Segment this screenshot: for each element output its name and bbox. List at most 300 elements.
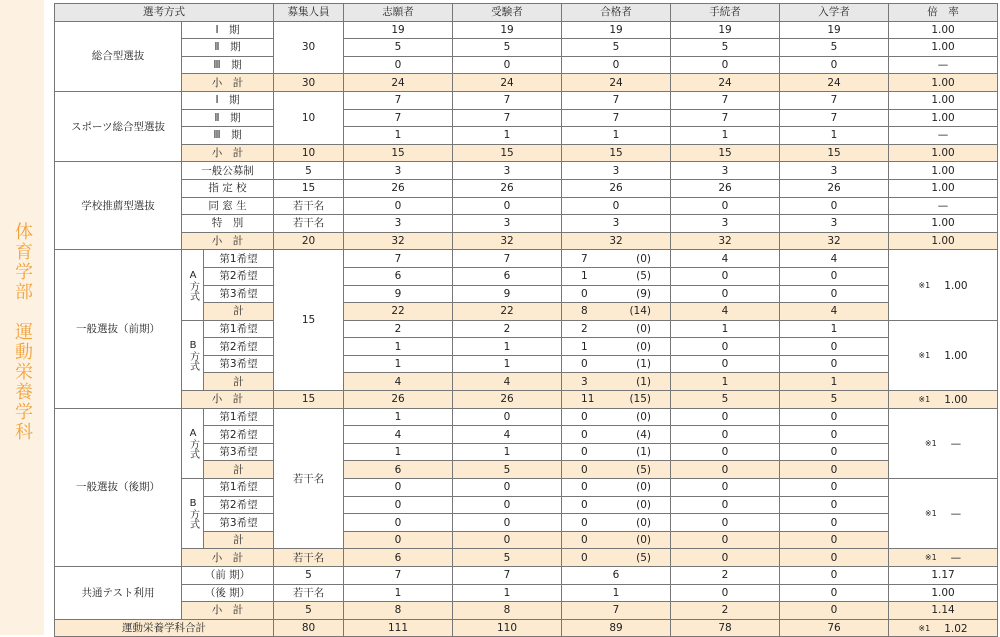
examinees-cell: 26 [453,391,562,409]
passers-cell: 1 [562,127,671,145]
examinees-cell: 5 [453,39,562,57]
ratio-cell: 1.14 [889,602,998,620]
row-label: 第3希望 [204,355,274,373]
capacity-cell: 5 [274,602,344,620]
procedures-cell: 0 [671,426,780,444]
applicants-cell: 0 [344,496,453,514]
applicants-cell: 3 [344,162,453,180]
capacity-cell: 若干名 [274,197,344,215]
applicants-cell: 4 [344,426,453,444]
kei-label: 計 [204,303,274,321]
ratio-cell: 1.00 [889,215,998,233]
ratio-cell: 1.00 [889,162,998,180]
enrolled-cell: 0 [780,338,889,356]
examinees-cell: 0 [453,531,562,549]
capacity-cell: 若干名 [274,408,344,549]
subtotal-row [55,232,998,250]
enrolled-cell: 32 [780,232,889,250]
applicants-cell: 7 [344,91,453,109]
examinees-cell: 0 [453,197,562,215]
passers-cell [562,285,671,303]
table-row [55,320,998,338]
subtotal-label: 小 計 [182,232,274,250]
note-mark: ※1 [918,350,931,360]
category-kyotsu: 共通テスト利用 [55,567,182,620]
ratio-cell: 1.00 [889,109,998,127]
pass-count: 0 [581,287,588,300]
passers-cell [562,373,671,391]
row-label: Ⅰ 期 [182,21,274,39]
examinees-cell: 15 [453,144,562,162]
ratio-value: — [950,437,962,450]
passers-cell: 15 [562,144,671,162]
pass-paren: (0) [636,340,652,353]
note-mark: ※1 [918,623,931,633]
category-ippan-kouki: 一般選抜（後期） [55,408,182,566]
examinees-cell: 0 [453,496,562,514]
examinees-cell: 26 [453,179,562,197]
passers-cell: 6 [562,567,671,585]
method-a-label: A方式 [182,250,204,320]
pass-paren: (14) [629,305,652,318]
row-label: 第3希望 [204,443,274,461]
enrolled-cell: 0 [780,584,889,602]
ratio-value: 1.00 [944,279,968,292]
enrolled-cell: 0 [780,602,889,620]
table-row [55,408,998,426]
pass-paren: (5) [636,463,652,476]
examinees-cell: 3 [453,215,562,233]
procedures-cell: 5 [671,391,780,409]
examinees-cell: 19 [453,21,562,39]
ratio-value: — [950,552,962,565]
passers-cell [562,338,671,356]
enrolled-cell: 0 [780,443,889,461]
ratio-value: 1.00 [944,349,968,362]
subtotal-label: 小 計 [182,144,274,162]
row-label: 第3希望 [204,514,274,532]
pass-count: 0 [581,516,588,529]
applicants-cell: 8 [344,602,453,620]
pass-paren: (0) [636,516,652,529]
ratio-cell: 1.00 [889,584,998,602]
applicants-cell: 7 [344,109,453,127]
department-title: 体育学部 運動栄養学科 [12,222,33,442]
pass-paren: (5) [636,551,652,564]
passers-cell [562,303,671,321]
capacity-cell: 5 [274,567,344,585]
ratio-cell: 1.00 [889,144,998,162]
category-school: 学校推薦型選抜 [55,162,182,250]
passers-cell [562,250,671,268]
applicants-cell: 1 [344,338,453,356]
procedures-cell: 15 [671,144,780,162]
capacity-cell: 80 [274,619,344,637]
applicants-cell: 0 [344,531,453,549]
applicants-cell: 2 [344,320,453,338]
applicants-cell: 1 [344,408,453,426]
enrolled-cell: 0 [780,549,889,567]
procedures-cell: 19 [671,21,780,39]
procedures-cell: 24 [671,74,780,92]
capacity-cell: 10 [274,91,344,144]
subtotal-row [55,602,998,620]
ratio-cell: — [889,56,998,74]
pass-count: 0 [581,551,588,564]
table-row [55,567,998,585]
header-enrolled: 入学者 [780,4,889,22]
enrolled-cell: 0 [780,461,889,479]
passers-cell: 0 [562,197,671,215]
ratio-cell: — [889,197,998,215]
enrolled-cell: 4 [780,250,889,268]
passers-cell [562,320,671,338]
passers-cell [562,443,671,461]
row-label: 一般公募制 [182,162,274,180]
capacity-cell: 15 [274,179,344,197]
passers-cell: 0 [562,56,671,74]
examinees-cell: 6 [453,267,562,285]
subtotal-row [55,144,998,162]
applicants-cell: 3 [344,215,453,233]
passers-cell [562,408,671,426]
procedures-cell: 4 [671,303,780,321]
examinees-cell: 110 [453,619,562,637]
passers-cell [562,355,671,373]
table-row [55,479,998,497]
row-label: Ⅲ 期 [182,127,274,145]
header-row [55,4,998,22]
passers-cell: 3 [562,162,671,180]
table-row [55,215,998,233]
applicants-cell: 6 [344,461,453,479]
header-procedures: 手続者 [671,4,780,22]
enrolled-cell: 1 [780,373,889,391]
row-label: 第2希望 [204,338,274,356]
procedures-cell: 0 [671,285,780,303]
ratio-value: 1.00 [944,393,968,406]
capacity-cell: 15 [274,391,344,409]
pass-count: 11 [581,393,595,406]
row-label: 第2希望 [204,267,274,285]
applicants-cell: 24 [344,74,453,92]
procedures-cell: 0 [671,338,780,356]
passers-cell: 19 [562,21,671,39]
procedures-cell: 0 [671,496,780,514]
subtotal-label: 小 計 [182,391,274,409]
applicants-cell: 22 [344,303,453,321]
applicants-cell: 0 [344,197,453,215]
enrolled-cell: 0 [780,426,889,444]
ratio-cell [889,479,998,549]
enrolled-cell: 76 [780,619,889,637]
pass-paren: (0) [636,498,652,511]
category-sogo: 総合型選抜 [55,21,182,91]
table-row [55,250,998,268]
applicants-cell: 6 [344,267,453,285]
examinees-cell: 22 [453,303,562,321]
table-row [55,56,998,74]
row-label: 第3希望 [204,285,274,303]
procedures-cell: 0 [671,479,780,497]
subtotal-row [55,74,998,92]
table-row [55,179,998,197]
examinees-cell: 5 [453,549,562,567]
subtotal-row [55,391,998,409]
enrolled-cell: 1 [780,127,889,145]
procedures-cell: 1 [671,373,780,391]
applicants-cell: 15 [344,144,453,162]
examinees-cell: 4 [453,426,562,444]
method-b-label: B方式 [182,479,204,549]
procedures-cell: 0 [671,408,780,426]
pass-paren: (1) [636,358,652,371]
passers-cell: 1 [562,584,671,602]
applicants-cell: 0 [344,514,453,532]
applicants-cell: 7 [344,567,453,585]
ratio-value: — [950,508,962,521]
note-mark: ※1 [918,280,931,290]
passers-cell: 3 [562,215,671,233]
pass-count: 1 [581,340,588,353]
passers-cell: 32 [562,232,671,250]
pass-paren: (0) [636,252,652,265]
passers-cell [562,531,671,549]
ratio-cell [889,391,998,409]
header-passers: 合格者 [562,4,671,22]
passers-cell [562,461,671,479]
pass-paren: (9) [636,287,652,300]
pass-count: 0 [581,463,588,476]
ratio-cell [889,619,998,637]
row-label: （後 期） [182,584,274,602]
examinees-cell: 4 [453,373,562,391]
applicants-cell: 9 [344,285,453,303]
pass-count: 7 [581,252,588,265]
passers-cell: 24 [562,74,671,92]
capacity-cell: 15 [274,250,344,391]
kei-label: 計 [204,461,274,479]
applicants-cell: 4 [344,373,453,391]
enrolled-cell: 0 [780,514,889,532]
kei-label: 計 [204,373,274,391]
table-row [55,109,998,127]
enrolled-cell: 19 [780,21,889,39]
subtotal-label: 小 計 [182,549,274,567]
enrolled-cell: 24 [780,74,889,92]
examinees-cell: 8 [453,602,562,620]
applicants-cell: 7 [344,250,453,268]
examinees-cell: 9 [453,285,562,303]
capacity-cell: 30 [274,21,344,74]
applicants-cell: 5 [344,39,453,57]
pass-count: 8 [581,305,588,318]
subtotal-label: 小 計 [182,74,274,92]
passers-cell [562,426,671,444]
procedures-cell: 32 [671,232,780,250]
kei-label: 計 [204,531,274,549]
procedures-cell: 2 [671,567,780,585]
ratio-cell: 1.00 [889,232,998,250]
enrolled-cell: 3 [780,215,889,233]
examinees-cell: 1 [453,355,562,373]
row-label: 特 別 [182,215,274,233]
ratio-cell [889,250,998,320]
passers-cell [562,496,671,514]
grand-total-label: 運動栄養学科合計 [55,619,274,637]
pass-paren: (0) [636,322,652,335]
procedures-cell: 26 [671,179,780,197]
enrolled-cell: 1 [780,320,889,338]
passers-cell [562,549,671,567]
passers-cell: 5 [562,39,671,57]
examinees-cell: 1 [453,584,562,602]
ratio-cell: 1.00 [889,179,998,197]
row-label: 第1希望 [204,479,274,497]
pass-count: 0 [581,534,588,547]
pass-count: 0 [581,446,588,459]
applicants-cell: 111 [344,619,453,637]
header-applicants: 志願者 [344,4,453,22]
examinees-cell: 3 [453,162,562,180]
capacity-cell: 20 [274,232,344,250]
note-mark: ※1 [924,553,937,563]
header-method: 選考方式 [55,4,274,22]
procedures-cell: 3 [671,215,780,233]
examinees-cell: 1 [453,338,562,356]
procedures-cell: 7 [671,109,780,127]
row-label: Ⅲ 期 [182,56,274,74]
table-row [55,39,998,57]
examinees-cell: 0 [453,408,562,426]
note-mark: ※1 [924,438,937,448]
enrolled-cell: 7 [780,91,889,109]
admissions-table [54,3,998,637]
pass-count: 1 [581,270,588,283]
capacity-cell: 5 [274,162,344,180]
applicants-cell: 1 [344,584,453,602]
row-label: 同 窓 生 [182,197,274,215]
enrolled-cell: 7 [780,109,889,127]
passers-cell: 7 [562,602,671,620]
pass-paren: (15) [629,393,652,406]
examinees-cell: 7 [453,567,562,585]
note-mark: ※1 [924,509,937,519]
passers-cell: 7 [562,91,671,109]
applicants-cell: 1 [344,443,453,461]
procedures-cell: 0 [671,461,780,479]
passers-cell [562,514,671,532]
capacity-cell: 若干名 [274,215,344,233]
pass-count: 0 [581,498,588,511]
capacity-cell: 若干名 [274,549,344,567]
table-row [55,584,998,602]
capacity-cell: 10 [274,144,344,162]
examinees-cell: 2 [453,320,562,338]
applicants-cell: 26 [344,179,453,197]
ratio-cell: 1.17 [889,567,998,585]
procedures-cell: 0 [671,549,780,567]
applicants-cell: 6 [344,549,453,567]
pass-paren: (1) [636,375,652,388]
procedures-cell: 0 [671,197,780,215]
side-banner [0,0,44,635]
table-row [55,162,998,180]
ratio-cell: 1.00 [889,74,998,92]
enrolled-cell: 0 [780,56,889,74]
row-label: 第1希望 [204,408,274,426]
examinees-cell: 24 [453,74,562,92]
ratio-value: 1.02 [944,622,968,635]
passers-cell: 89 [562,619,671,637]
applicants-cell: 1 [344,355,453,373]
examinees-cell: 5 [453,461,562,479]
method-b-label: B方式 [182,320,204,390]
category-sports: スポーツ総合型選抜 [55,91,182,161]
examinees-cell: 0 [453,56,562,74]
table-row [55,127,998,145]
row-label: Ⅰ 期 [182,91,274,109]
applicants-cell: 0 [344,479,453,497]
row-label: 第1希望 [204,320,274,338]
category-ippan-zenki: 一般選抜（前期） [55,250,182,408]
examinees-cell: 7 [453,250,562,268]
ratio-cell [889,549,998,567]
enrolled-cell: 5 [780,391,889,409]
procedures-cell: 78 [671,619,780,637]
pass-count: 0 [581,410,588,423]
row-label: Ⅱ 期 [182,109,274,127]
enrolled-cell: 0 [780,408,889,426]
ratio-cell [889,408,998,478]
pass-paren: (1) [636,446,652,459]
procedures-cell: 0 [671,443,780,461]
enrolled-cell: 0 [780,479,889,497]
pass-count: 0 [581,358,588,371]
pass-paren: (4) [636,428,652,441]
procedures-cell: 3 [671,162,780,180]
pass-paren: (0) [636,410,652,423]
examinees-cell: 1 [453,127,562,145]
enrolled-cell: 4 [780,303,889,321]
enrolled-cell: 0 [780,285,889,303]
table-row [55,91,998,109]
table-row [55,21,998,39]
enrolled-cell: 0 [780,531,889,549]
ratio-cell: 1.00 [889,39,998,57]
capacity-cell: 30 [274,74,344,92]
procedures-cell: 4 [671,250,780,268]
applicants-cell: 0 [344,56,453,74]
row-label: Ⅱ 期 [182,39,274,57]
table-row [55,197,998,215]
grand-total-row [55,619,998,637]
pass-count: 2 [581,322,588,335]
enrolled-cell: 5 [780,39,889,57]
enrolled-cell: 26 [780,179,889,197]
examinees-cell: 0 [453,479,562,497]
capacity-cell: 若干名 [274,584,344,602]
applicants-cell: 1 [344,127,453,145]
procedures-cell: 0 [671,531,780,549]
pass-paren: (0) [636,534,652,547]
applicants-cell: 26 [344,391,453,409]
header-capacity: 募集人員 [274,4,344,22]
method-a-label: A方式 [182,408,204,478]
pass-paren: (0) [636,481,652,494]
row-label: 第2希望 [204,426,274,444]
ratio-cell [889,320,998,390]
